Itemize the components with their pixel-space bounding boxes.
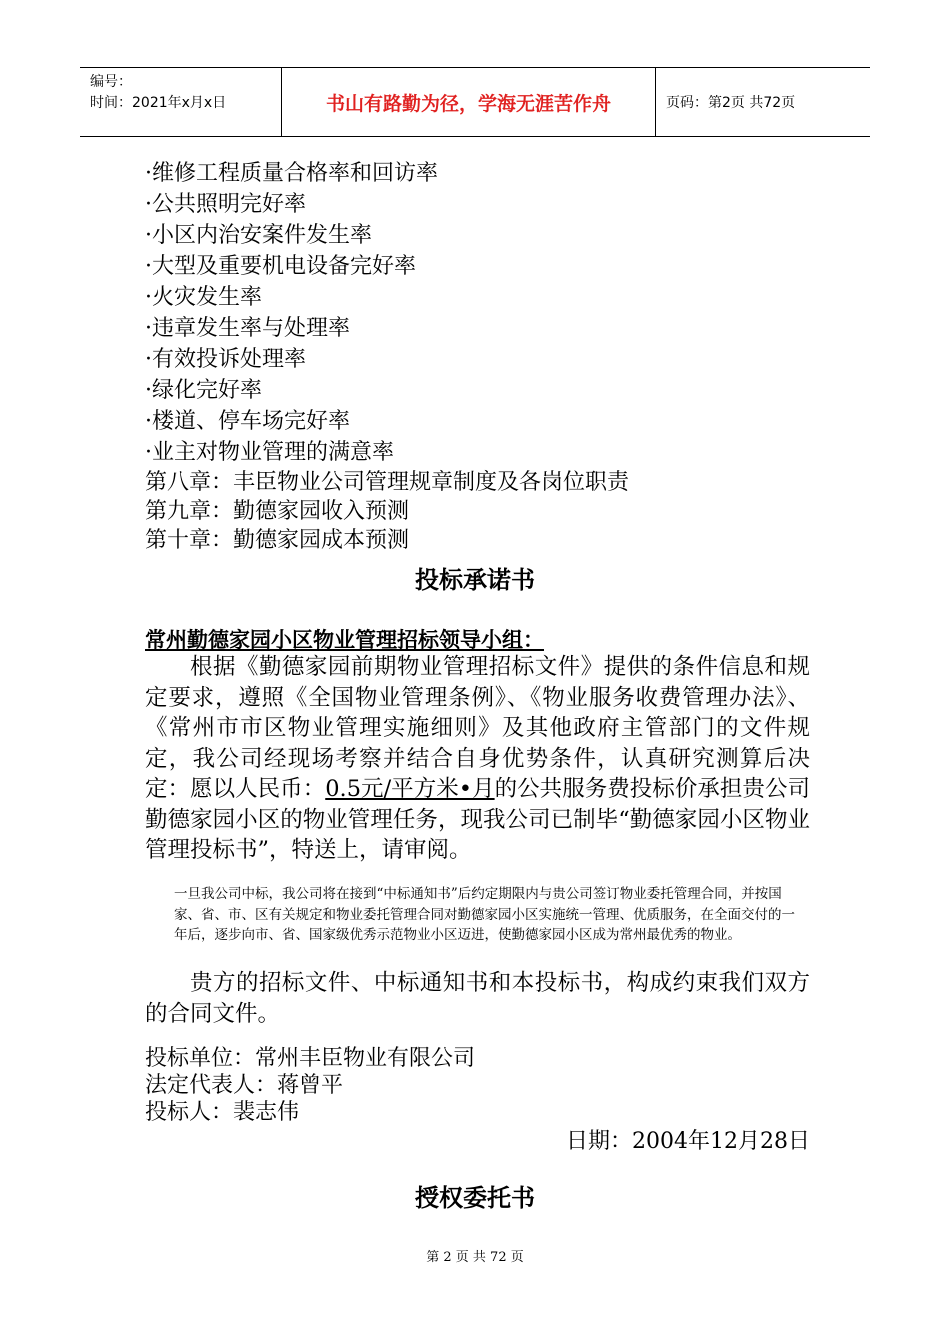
chapter-item: 第八章：丰臣物业公司管理规章制度及各岗位职责 [145, 470, 630, 495]
header-motto: 书山有路勤为径，学海无涯苦作舟 [282, 68, 656, 136]
sign-date: 日期：2004年12月28日 [566, 1129, 810, 1154]
indicator-list [145, 158, 810, 555]
bid-price: 0.5元/平方米•月 [325, 776, 495, 802]
list-item: ·绿化完好率 [145, 378, 262, 403]
authorization-title: 授权委托书 [415, 1184, 535, 1212]
header-meta [80, 68, 282, 136]
recipient-line: 常州勤德家园小区物业管理招标领导小组： [145, 628, 544, 652]
para-text-before: 根据《勤德家园前期物业管理招标文件》提供的条件信息和规定要求，遵照《全国物业管理条例》、《物业服务收费管理办法》、《常州市市区物业管理实施细则》及其他政府主管部门的文件规定，我公司经现场考察并结合自身优势条件，认真研究测算后决定：愿以人民币： [145, 654, 810, 802]
list-item: ·违章发生率与处理率 [145, 316, 350, 341]
list-item: ·业主对物业管理的满意率 [145, 440, 394, 465]
list-item: ·楼道、停车场完好率 [145, 409, 350, 434]
list-item: ·大型及重要机电设备完好率 [145, 254, 416, 279]
header-time: 时间：2021年x月x日 [90, 95, 227, 111]
contract-paragraph: 贵方的招标文件、中标通知书和本投标书，构成约束我们双方的合同文件。 [145, 970, 810, 1027]
list-item: ·维修工程质量合格率和回访率 [145, 161, 438, 186]
list-item: ·有效投诉处理率 [145, 347, 306, 372]
bidder-unit: 投标单位：常州丰臣物业有限公司 [145, 1046, 476, 1071]
para-text-after: 的公共服务费投标价承担贵公司勤德家园小区的物业管理任务，现我公司已制毕“勤德家园小区物业管理投标书”，特送上，请审阅。 [145, 776, 810, 863]
commitment-paragraph [145, 652, 810, 866]
list-item: ·火灾发生率 [145, 285, 262, 310]
page-header [80, 67, 870, 137]
legal-representative: 法定代表人：蒋曾平 [145, 1073, 344, 1098]
bid-person: 投标人：裴志伟 [145, 1100, 300, 1125]
chapter-item: 第十章：勤德家园成本预测 [145, 528, 410, 553]
list-item: ·小区内治安案件发生率 [145, 223, 372, 248]
header-number: 编号： [90, 74, 132, 90]
signature-block [145, 1045, 810, 1158]
award-paragraph: 一旦我公司中标，我公司将在接到“中标通知书”后约定期限内与贵公司签订物业委托管理合同，并按国家、省、市、区有关规定和物业委托管理合同对勤德家园小区实施统一管理、优质服务，在全面交付的一年后，逐步向市、省、国家级优秀示范物业小区迈进，使勤德家园小区成为常州最优秀的物业。 [174, 886, 795, 943]
page-footer: 第 2 页 共 72 页 [426, 1250, 524, 1265]
header-page-info: 页码：第2页 共72页 [666, 95, 796, 111]
commitment-title: 投标承诺书 [415, 566, 535, 594]
list-item: ·公共照明完好率 [145, 192, 306, 217]
chapter-item: 第九章：勤德家园收入预测 [145, 499, 410, 524]
